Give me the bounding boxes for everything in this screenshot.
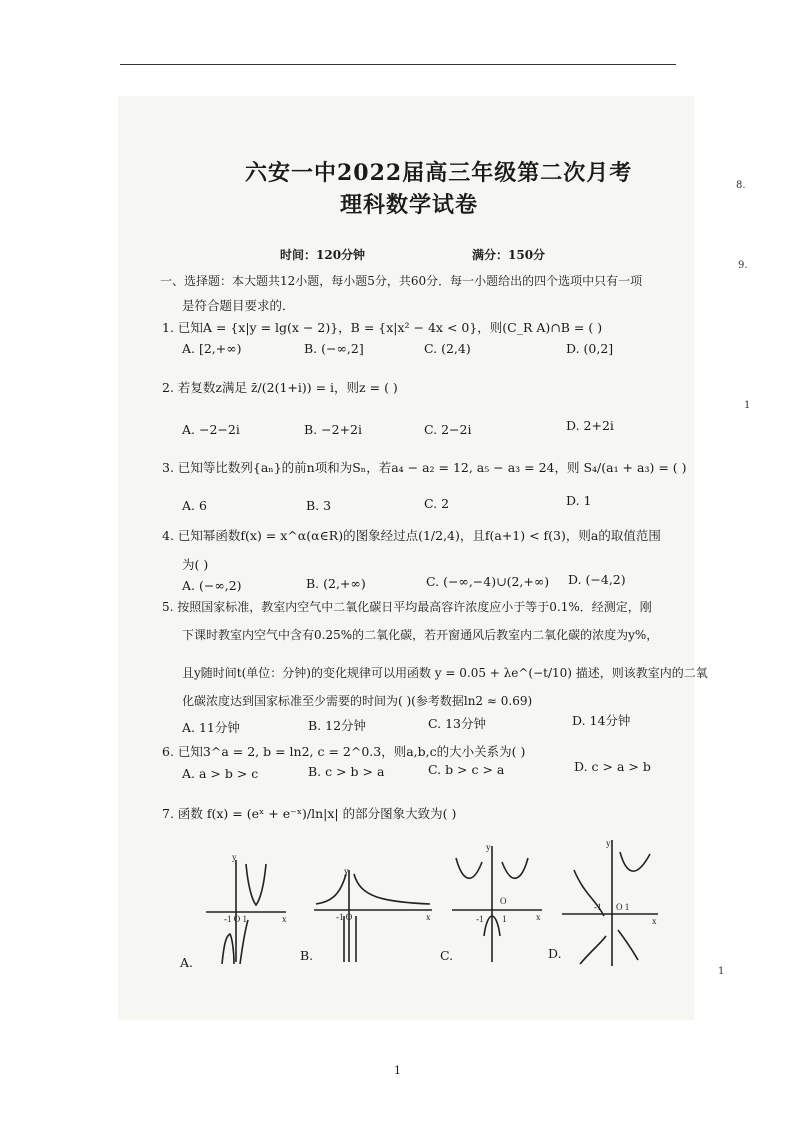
- graph-a: [206, 860, 286, 964]
- q4-option-b: B. (2,+∞): [306, 576, 366, 591]
- section-heading: 一、选择题：本大题共12小题，每小题5分，共60分．每一小题给出的四个选项中只有一项: [160, 274, 643, 288]
- q6-option-b: B. c > b > a: [308, 764, 385, 779]
- q1-option-d: D. (0,2]: [566, 341, 614, 356]
- q7-option-d: D.: [548, 946, 562, 961]
- q7-option-b: B.: [300, 948, 314, 963]
- q3-option-d: D. 1: [566, 493, 592, 508]
- graph-d-x-label: x: [652, 916, 657, 926]
- q5-option-a: A. 11分钟: [182, 720, 240, 735]
- q5-option-c: C. 13分钟: [428, 716, 486, 731]
- graph-a-y-label: y: [232, 852, 237, 862]
- margin-note-1a: 1: [744, 400, 751, 411]
- q4-option-a: A. (−∞,2): [182, 578, 242, 593]
- q4-option-d: D. (−4,2): [568, 572, 626, 587]
- q2-option-a: A. −2−2i: [182, 422, 240, 437]
- q6-option-c: C. b > c > a: [428, 762, 505, 777]
- exam-score: 满分：150分: [472, 248, 546, 262]
- question-5: 5. 按照国家标准，教室内空气中二氧化碳日平均最高容许浓度应小于等于0.1%．经测定，刚: [162, 600, 652, 614]
- q2-option-b: B. −2+2i: [304, 422, 362, 437]
- q7-option-c: C.: [440, 948, 454, 963]
- q4-option-c: C. (−∞,−4)∪(2,+∞): [426, 574, 550, 589]
- margin-note-1b: 1: [718, 966, 725, 977]
- graph-c-tick-pos: 1: [502, 914, 507, 924]
- question-5-cont-3: 化碳浓度达到国家标准至少需要的时间为( )(参考数据ln2 ≈ 0.69): [182, 694, 533, 708]
- question-4: 4. 已知幂函数f(x) = x^α(α∈R)的图象经过点(1/2,4)，且f(a+1) < f(3)，则a的取值范围: [162, 528, 661, 543]
- graph-c-y-label: y: [486, 842, 491, 852]
- graph-b: [314, 870, 432, 962]
- graph-d: [562, 840, 658, 966]
- graph-b-y-label: y: [344, 866, 349, 876]
- margin-note-9: 9.: [738, 260, 748, 271]
- section-heading-cont: 是符合题目要求的．: [182, 298, 295, 313]
- q1-option-b: B. (−∞,2]: [304, 341, 364, 356]
- q5-option-b: B. 12分钟: [308, 718, 367, 733]
- q6-option-d: D. c > a > b: [574, 759, 651, 774]
- graph-c-x-label: x: [536, 912, 541, 922]
- graph-a-ticks: -1 O 1: [224, 914, 247, 924]
- q1-option-a: A. [2,+∞): [182, 341, 242, 356]
- graph-c-origin: O: [500, 896, 507, 906]
- question-7: 7. 函数 f(x) = (eˣ + e⁻ˣ)/ln|x| 的部分图象大致为( ): [162, 806, 457, 821]
- q2-option-c: C. 2−2i: [424, 422, 472, 437]
- exam-time: 时间：120分钟: [280, 248, 366, 262]
- question-5-cont-1: 下课时教室内空气中含有0.25%的二氧化碳，若开窗通风后教室内二氧化碳的浓度为y%，: [182, 628, 659, 642]
- question-6: 6. 已知3^a = 2, b = ln2, c = 2^0.3，则a,b,c的大小关系为( ): [162, 744, 526, 759]
- exam-title: 六安一中2022届高三年级第二次月考: [245, 160, 633, 186]
- graph-d-tick-neg: -1: [594, 902, 602, 912]
- q3-option-a: A. 6: [182, 498, 207, 513]
- exam-subtitle: 理科数学试卷: [340, 192, 479, 218]
- question-1: 1. 已知A = {x|y = lg(x − 2)}，B = {x|x² − 4x < 0}，则(C_R A)∩B = ( ): [162, 320, 603, 335]
- question-5-cont-2: 且y随时间t(单位：分钟)的变化规律可以用函数 y = 0.05 + λe^(−t/10) 描述，则该教室内的二氧: [182, 666, 708, 680]
- graph-a-x-label: x: [282, 914, 287, 924]
- graph-c-tick-neg: -1: [476, 914, 484, 924]
- question-3: 3. 已知等比数列{aₙ}的前n项和为Sₙ，若a₄ − a₂ = 12, a₅ − a₃ = 24，则 S₄/(a₁ + a₃) = ( ): [162, 460, 687, 475]
- q2-option-d: D. 2+2i: [566, 418, 614, 433]
- q3-option-b: B. 3: [306, 498, 332, 513]
- q7-option-a: A.: [180, 955, 194, 970]
- graph-d-ticks: O 1: [616, 902, 630, 912]
- q3-option-c: C. 2: [424, 496, 450, 511]
- margin-note-8: 8.: [736, 180, 746, 191]
- question-4-cont: 为( ): [182, 557, 209, 572]
- graph-c: [452, 846, 542, 962]
- q1-option-c: C. (2,4): [424, 341, 471, 356]
- graph-b-ticks: -1 O: [336, 912, 353, 922]
- graph-d-y-label: y: [606, 838, 611, 848]
- graph-b-x-label: x: [426, 912, 431, 922]
- q6-option-a: A. a > b > c: [182, 766, 259, 781]
- question-2: 2. 若复数z满足 z̄/(2(1+i)) = i，则z = ( ): [162, 380, 398, 395]
- page-number: 1: [394, 1064, 401, 1077]
- q5-option-d: D. 14分钟: [572, 713, 631, 728]
